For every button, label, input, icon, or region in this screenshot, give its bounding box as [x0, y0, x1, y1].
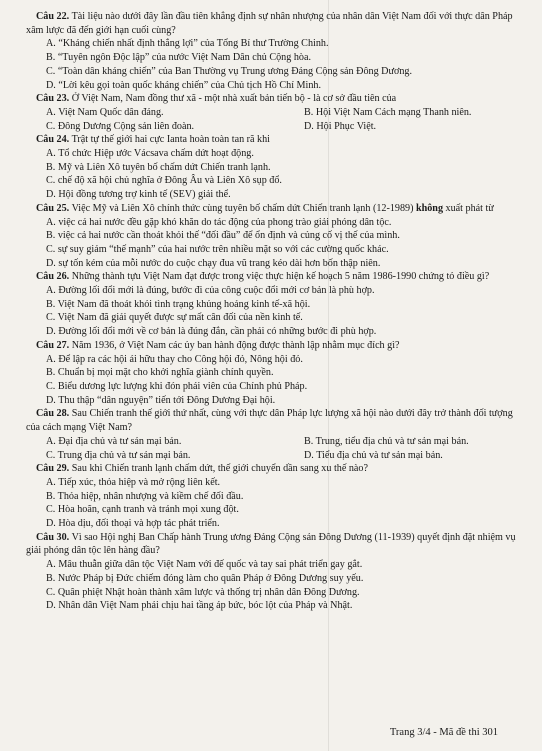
options-row — [26, 435, 524, 449]
question-text: Vì sao Hội nghị Ban Chấp hành Trung ương Đảng Cộng sản Đông Dương (11-1939) quyết định đặt nhiệm vụ giải phóng dân tộc lên hàng đầu? — [26, 531, 516, 557]
question-number: Câu 30. — [36, 531, 70, 543]
option-d: D. “Lời kêu gọi toàn quốc kháng chiến” của Chủ tịch Hồ Chí Minh. — [46, 79, 322, 91]
option-c: C. Đông Dương Cộng sản liên đoàn. — [46, 120, 195, 132]
question-text: Tài liệu nào dưới đây lần đầu tiên khẳng định sự nhân nhượng của nhân dân Việt Nam đối với thực dân Pháp xâm lược đã đến giới hạn cuối cùng? — [26, 11, 513, 36]
option-b: B. Hội Việt Nam Cách mạng Thanh niên. — [304, 106, 472, 118]
question-text: Những thành tựu Việt Nam đạt được trong việc thực hiện kế hoạch 5 năm 1986-1990 chứng tỏ điều gì? — [71, 271, 490, 283]
question-text: Ở Việt Nam, Nam đồng thư xã - một nhà xuất bản tiến bộ - là cơ sở đầu tiên của — [71, 93, 397, 105]
option-a: A. Mâu thuẫn giữa dân tộc Việt Nam với đế quốc và tay sai phát triển gay gắt. — [46, 559, 363, 571]
option-b: B. Việt Nam đã thoát khỏi tình trạng khủng hoảng kinh tế-xã hội. — [46, 298, 311, 310]
option-c: C. “Toàn dân kháng chiến” của Ban Thường vụ Trung ương Đảng Cộng sản Đông Dương. — [46, 65, 412, 77]
question-number: Câu 27. — [36, 339, 70, 351]
question-26-stem — [26, 270, 524, 284]
question-24-stem — [26, 133, 524, 147]
question-text: Năm 1936, ở Việt Nam các ủy ban hành động được thành lập nhằm mục đích gì? — [71, 339, 400, 351]
question-22 — [26, 10, 524, 92]
option-a: A. Tiếp xúc, thỏa hiệp và mở rộng liên kết. — [46, 476, 221, 488]
option-b: B. Nước Pháp bị Đức chiếm đóng làm cho quân Pháp ở Đông Dương suy yếu. — [46, 572, 364, 584]
question-30-stem — [26, 531, 524, 558]
option-c: C. Quân phiệt Nhật hoàn thành xâm lược và thống trị nhân dân Đông Dương. — [46, 586, 360, 598]
question-text: Sau khi Chiến tranh lạnh chấm dứt, thế giới chuyển dần sang xu thế nào? — [71, 463, 368, 475]
option-b: B. “Tuyên ngôn Độc lập” của nước Việt Nam Dân chủ Cộng hòa. — [46, 52, 311, 64]
question-number: Câu 22. — [36, 11, 70, 22]
option-c: C. Biểu dương lực lượng khi đón phái viên của Chính phủ Pháp. — [46, 380, 308, 392]
option-a: A. Đường lối đổi mới là đúng, bước đi của công cuộc đổi mới cơ bản là phù hợp. — [46, 285, 375, 297]
option-a: A. Để lập ra các hội ái hữu thay cho Công hội đỏ, Nông hội đỏ. — [46, 353, 303, 365]
option-b: B. Mỹ và Liên Xô tuyên bố chấm dứt Chiến tranh lạnh. — [46, 161, 271, 173]
question-29 — [26, 462, 524, 531]
options-row — [26, 120, 524, 134]
question-27-stem — [26, 339, 524, 353]
question-30 — [26, 531, 524, 613]
question-25 — [26, 202, 524, 271]
option-d: D. Thu thập “dân nguyện” tiến tới Đông Dương Đại hội. — [46, 394, 276, 406]
question-number: Câu 29. — [36, 463, 70, 475]
option-b: B. Chuẩn bị mọi mặt cho khởi nghĩa giành chính quyền. — [46, 367, 274, 379]
question-number: Câu 23. — [36, 93, 70, 105]
option-b: B. việc cả hai nước cần thoát khỏi thế “đối đầu” để ổn định và củng cố vị thế của mình. — [46, 230, 400, 242]
option-a: A. Tổ chức Hiệp ước Vácsava chấm dứt hoạt động. — [46, 148, 254, 160]
question-text: Trật tự thế giới hai cực Ianta hoàn toàn tan rã khi — [71, 134, 270, 146]
option-d: D. Đường lối đổi mới về cơ bản là đúng đắn, cần phải có những bước đi phù hợp. — [46, 326, 377, 338]
question-number: Câu 26. — [36, 271, 70, 283]
option-c: C. Trung địa chủ và tư sản mại bản. — [46, 449, 191, 461]
option-c: C. sự suy giảm “thế mạnh” của hai nước trên nhiều mặt so với các cường quốc khác. — [46, 243, 389, 255]
option-d: D. Tiểu địa chủ và tư sản mại bản. — [304, 449, 443, 461]
option-a: A. việc cả hai nước đều gặp khó khăn do tác động của phong trào giải phóng dân tộc. — [46, 216, 392, 228]
question-number: Câu 25. — [36, 202, 70, 214]
question-text: Việc Mỹ và Liên Xô chính thức cùng tuyên bố chấm dứt Chiến tranh lạnh (12-1989) — [71, 202, 414, 214]
option-d: D. Hòa dịu, đối thoại và hợp tác phát triển. — [46, 518, 220, 530]
question-number: Câu 28. — [36, 408, 70, 420]
options-row — [26, 449, 524, 463]
option-c: C. Hòa hoãn, cạnh tranh và tránh mọi xung đột. — [46, 504, 239, 516]
option-a: A. Việt Nam Quốc dân đảng. — [46, 106, 164, 118]
question-28-stem — [26, 407, 524, 434]
option-a: A. “Kháng chiến nhất định thắng lợi” của Tổng Bí thư Trường Chinh. — [46, 38, 329, 50]
question-25-stem — [26, 202, 524, 216]
page-fold-line — [328, 0, 329, 751]
page-footer: Trang 3/4 - Mã đề thi 301 — [389, 727, 498, 738]
option-c: C. chế độ xã hội chủ nghĩa ở Đông Âu và Liên Xô sụp đổ. — [46, 175, 282, 187]
question-26 — [26, 270, 524, 339]
options-row — [26, 106, 524, 120]
option-b: B. Trung, tiểu địa chủ và tư sản mại bản. — [304, 435, 469, 447]
question-22-stem — [26, 10, 524, 37]
question-27 — [26, 339, 524, 408]
question-29-stem — [26, 462, 524, 476]
option-d: D. Nhân dân Việt Nam phải chịu hai tầng áp bức, bóc lột của Pháp và Nhật. — [46, 600, 353, 612]
question-text: Sau Chiến tranh thế giới thứ nhất, cùng với thực dân Pháp lực lượng xã hội nào dưới đây trở thành đối tượng của cách mạng Việt Nam? — [26, 408, 513, 434]
question-23-stem — [26, 92, 524, 106]
question-28 — [26, 407, 524, 462]
question-emphasis: không — [415, 202, 444, 214]
option-b: B. Thỏa hiệp, nhân nhượng và kiềm chế đối đầu. — [46, 490, 244, 502]
option-d: D. Hội Phục Việt. — [304, 120, 377, 132]
option-c: C. Việt Nam đã giải quyết được sự mất cân đối của nền kinh tế. — [46, 312, 303, 324]
option-d: D. sự tốn kém của mỗi nước do cuộc chạy đua vũ trang kéo dài hơn bốn thập niên. — [46, 257, 381, 269]
question-number: Câu 24. — [36, 134, 70, 146]
question-text-continued: xuất phát từ — [445, 202, 494, 214]
option-a: A. Đại địa chủ và tư sản mại bản. — [46, 435, 182, 447]
option-d: D. Hội đồng tương trợ kinh tế (SEV) giải thể. — [46, 189, 231, 201]
question-23 — [26, 92, 524, 133]
question-24 — [26, 133, 524, 202]
